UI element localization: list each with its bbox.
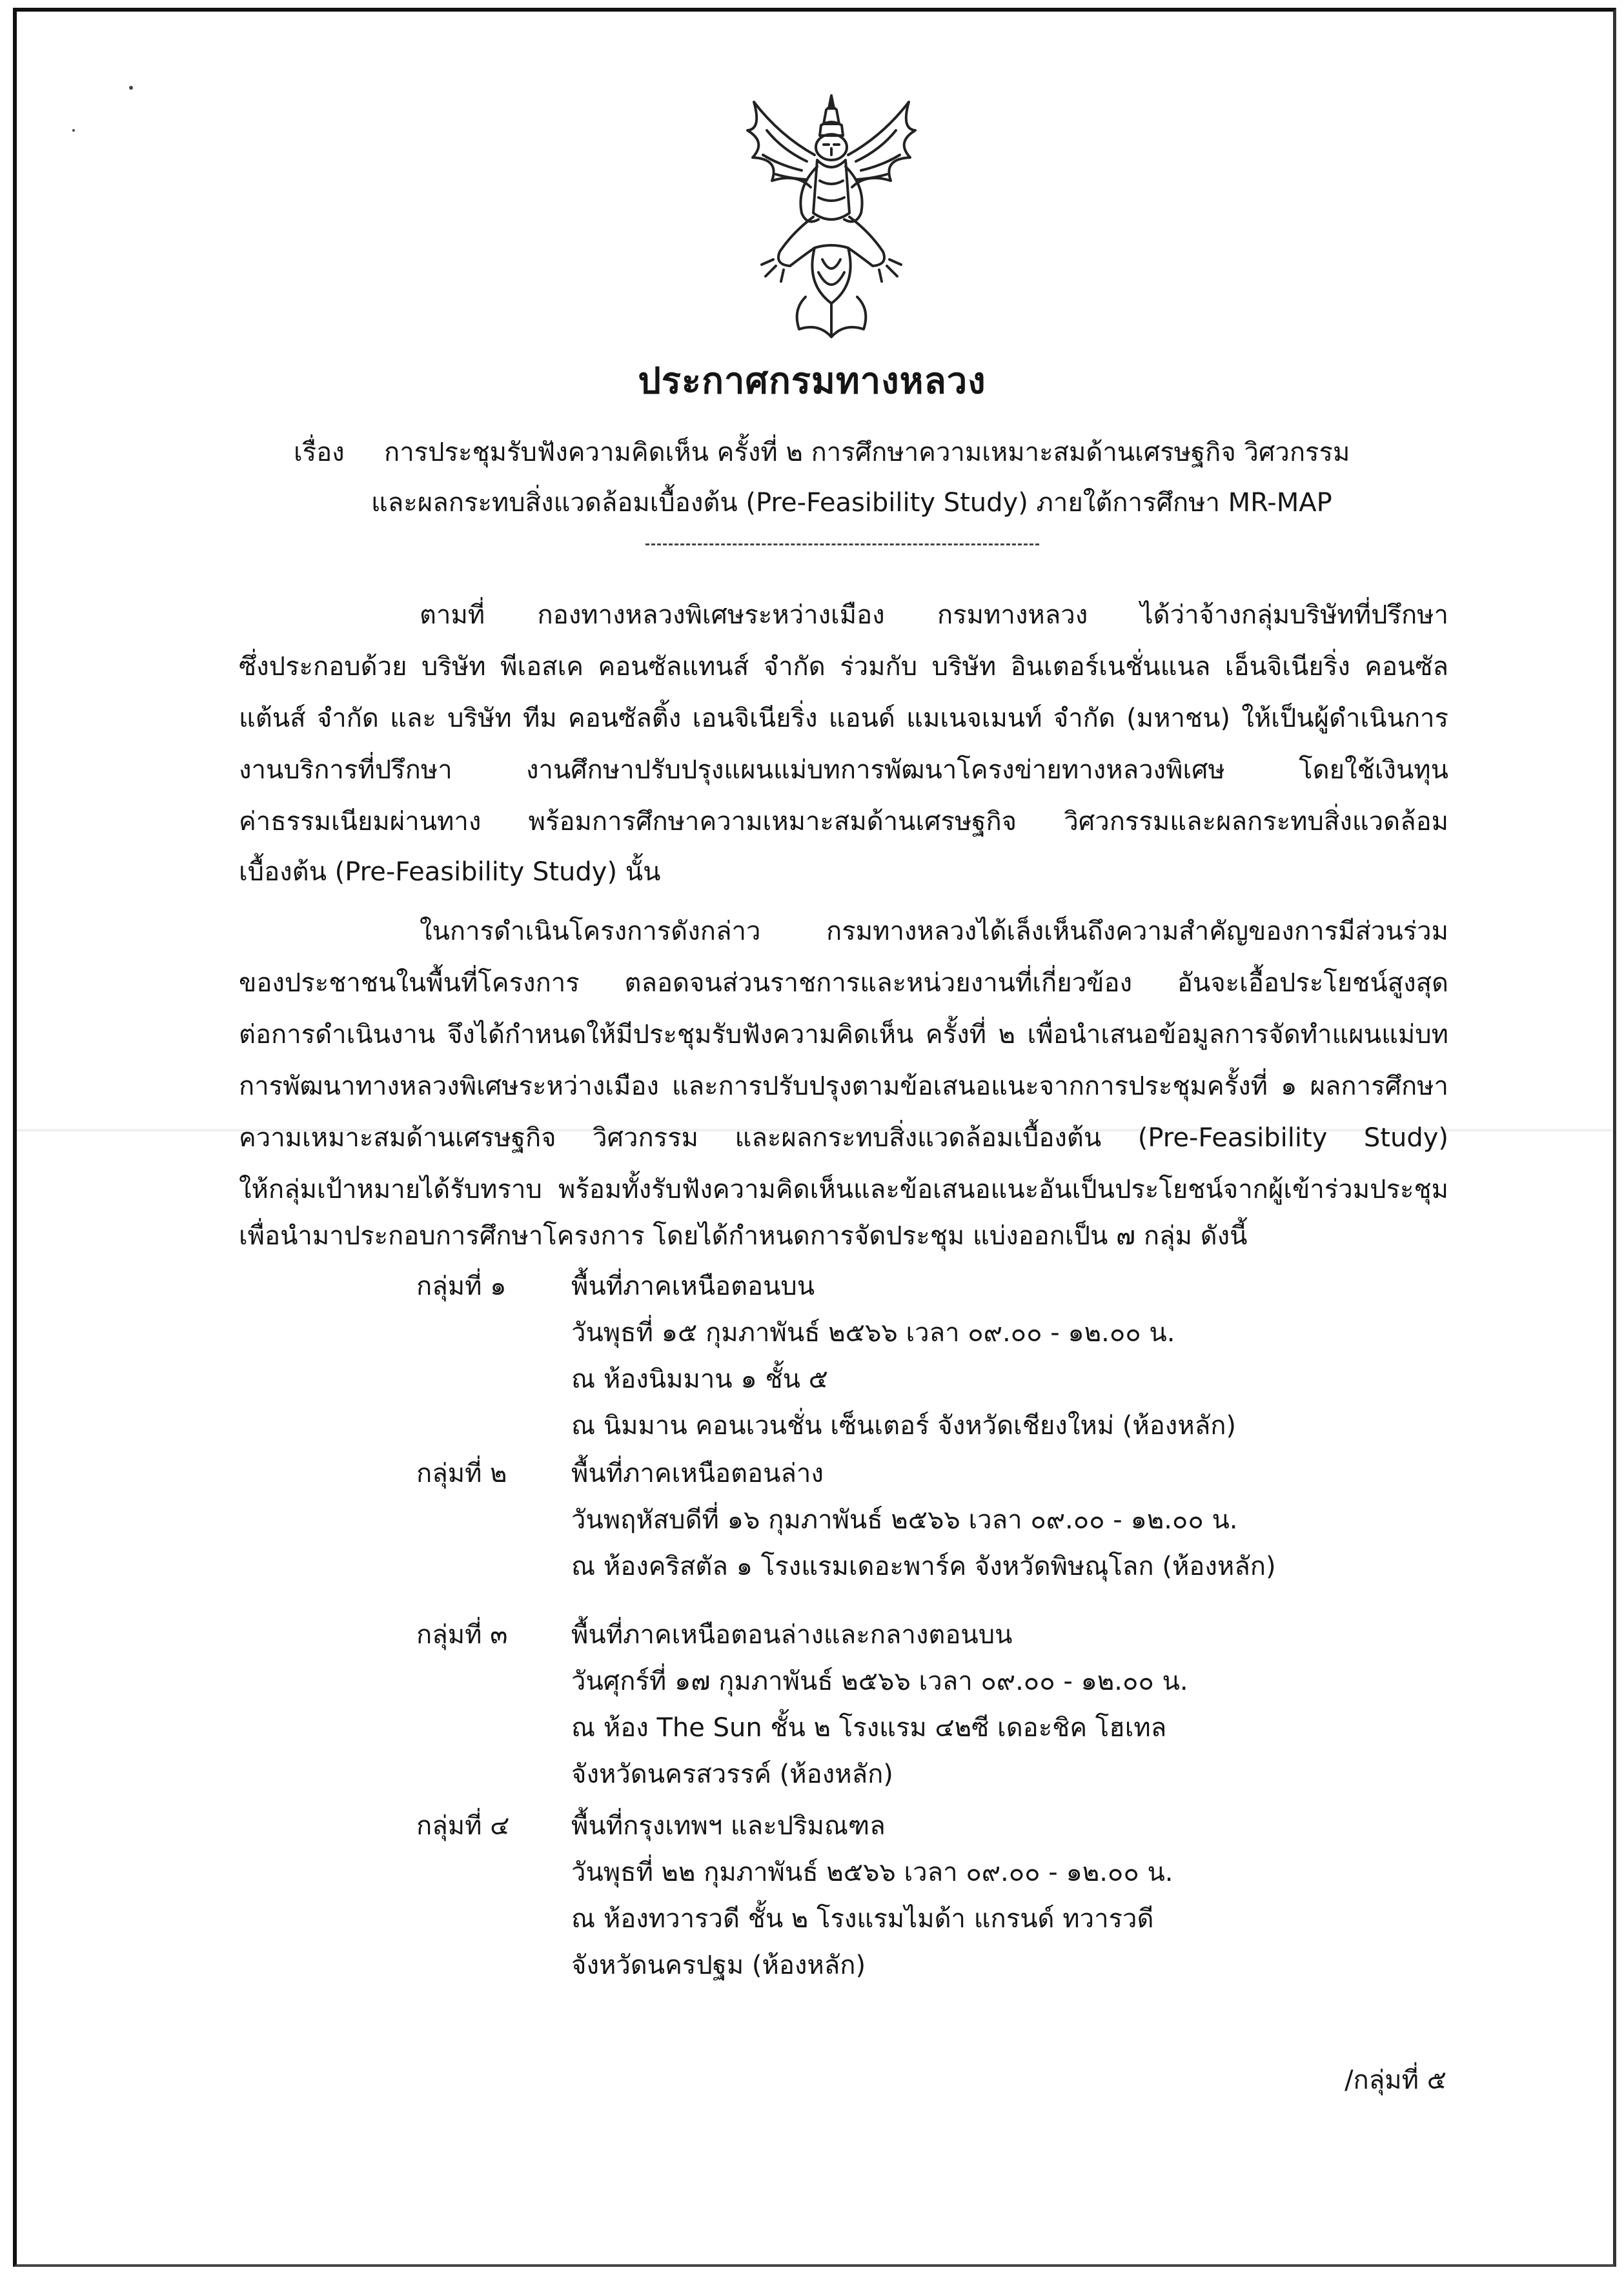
paragraph-2-line: ต่อการดำเนินงาน จึงได้กำหนดให้มีประชุมรับฟังความคิดเห็น ครั้งที่ ๒ เพื่อนำเสนอข้อมูลการจัดทำแผนแม่บท [239, 1020, 1448, 1050]
group-2-label: กลุ่มที่ ๒ [416, 1459, 507, 1488]
group-1-label: กลุ่มที่ ๑ [416, 1272, 507, 1301]
group-3-label: กลุ่มที่ ๓ [416, 1620, 508, 1650]
paragraph-1-line: แต้นส์ จำกัด และ บริษัท ทีม คอนซัลติ้ง เอนจิเนียริ่ง แอนด์ แมเนจเมนท์ จำกัด (มหาชน) ให้เป็นผู้ดำเนินการ [239, 704, 1448, 733]
paragraph-1-line: ตามที่ กองทางหลวงพิเศษระหว่างเมือง กรมทางหลวง ได้ว่าจ้างกลุ่มบริษัทที่ปรึกษา [420, 600, 1448, 630]
group-1-date: วันพุธที่ ๑๕ กุมภาพันธ์ ๒๕๖๖ เวลา ๐๙.๐๐ - ๑๒.๐๐ น. [571, 1318, 1175, 1348]
group-4-venue: จังหวัดนครปฐม (ห้องหลัก) [571, 1951, 866, 1980]
group-4-date: วันพุธที่ ๒๒ กุมภาพันธ์ ๒๕๖๖ เวลา ๐๙.๐๐ - ๑๒.๐๐ น. [571, 1858, 1173, 1887]
group-3-area: พื้นที่ภาคเหนือตอนล่างและกลางตอนบน [571, 1620, 1013, 1650]
dashed-divider [645, 543, 1039, 545]
subject-line: และผลกระทบสิ่งแวดล้อมเบื้องต้น (Pre-Feasibility Study) ภายใต้การศึกษา MR-MAP [371, 488, 1332, 518]
group-3-room: ณ ห้อง The Sun ชั้น ๒ โรงแรม ๔๒ซี เดอะชิค โฮเทล [571, 1713, 1167, 1743]
group-1-area: พื้นที่ภาคเหนือตอนบน [571, 1272, 815, 1301]
group-2-venue: ณ ห้องคริสตัล ๑ โรงแรมเดอะพาร์ค จังหวัดพิษณุโลก (ห้องหลัก) [571, 1552, 1276, 1581]
subject-line: การประชุมรับฟังความคิดเห็น ครั้งที่ ๒ การศึกษาความเหมาะสมด้านเศรษฐกิจ วิศวกรรม [384, 438, 1350, 467]
paragraph-2-line: ของประชาชนในพื้นที่โครงการ ตลอดจนส่วนราชการและหน่วยงานที่เกี่ยวข้อง อันจะเอื้อประโยชน์สูงสุด [239, 968, 1448, 998]
group-3-venue: จังหวัดนครสวรรค์ (ห้องหลัก) [571, 1760, 893, 1789]
document-title: ประกาศกรมทางหลวง [638, 360, 986, 402]
garuda-emblem-icon [735, 90, 928, 345]
group-4-label: กลุ่มที่ ๔ [416, 1811, 510, 1841]
group-4-room: ณ ห้องทวารวดี ชั้น ๒ โรงแรมไมด้า แกรนด์ ทวารวดี [571, 1904, 1154, 1934]
paragraph-2-line: ในการดำเนินโครงการดังกล่าว กรมทางหลวงได้เล็งเห็นถึงความสำคัญของการมีส่วนร่วม [420, 917, 1448, 946]
group-1-room: ณ ห้องนิมมาน ๑ ชั้น ๕ [571, 1364, 828, 1394]
paragraph-1-line: ซึ่งประกอบด้วย บริษัท พีเอสเค คอนซัลแทนส์ จำกัด ร่วมกับ บริษัท อินเตอร์เนชั่นแนล เอ็นจิเนียริ่ง คอนซัล [239, 652, 1448, 682]
paragraph-1-line: งานบริการที่ปรึกษา งานศึกษาปรับปรุงแผนแม่บทการพัฒนาโครงข่ายทางหลวงพิเศษ โดยใช้เงินทุน [239, 755, 1448, 785]
group-3-date: วันศุกร์ที่ ๑๗ กุมภาพันธ์ ๒๕๖๖ เวลา ๐๙.๐๐ - ๑๒.๐๐ น. [571, 1667, 1188, 1696]
paragraph-2-line: ความเหมาะสมด้านเศรษฐกิจ วิศวกรรม และผลกระทบสิ่งแวดล้อมเบื้องต้น (Pre-Feasibility Study) [239, 1123, 1448, 1153]
scan-speck [72, 129, 75, 132]
paragraph-1-line: ค่าธรรมเนียมผ่านทาง พร้อมการศึกษาความเหมาะสมด้านเศรษฐกิจ วิศวกรรมและผลกระทบสิ่งแวดล้อม [239, 807, 1448, 837]
scan-speck [129, 86, 133, 90]
paragraph-2-line: ให้กลุ่มเป้าหมายได้รับทราบ พร้อมทั้งรับฟังความคิดเห็นและข้อเสนอแนะอันเป็นประโยชน์จากผู้เข้าร่วมประชุม [239, 1175, 1448, 1204]
group-4-area: พื้นที่กรุงเทพฯ และปริมณฑล [571, 1811, 886, 1841]
paragraph-2-line: การพัฒนาทางหลวงพิเศษระหว่างเมือง และการปรับปรุงตามข้อเสนอแนะจากการประชุมครั้งที่ ๑ ผลการศึกษา [239, 1071, 1448, 1101]
continued-next-page: /กลุ่มที่ ๕ [1345, 2065, 1446, 2095]
subject-label: เรื่อง [294, 438, 345, 467]
group-2-area: พื้นที่ภาคเหนือตอนล่าง [571, 1459, 824, 1488]
group-2-date: วันพฤหัสบดีที่ ๑๖ กุมภาพันธ์ ๒๕๖๖ เวลา ๐๙.๐๐ - ๑๒.๐๐ น. [571, 1505, 1238, 1535]
paragraph-2-line: เพื่อนำมาประกอบการศึกษาโครงการ โดยได้กำหนดการจัดประชุม แบ่งออกเป็น ๗ กลุ่ม ดังนี้ [239, 1221, 1248, 1251]
group-1-venue: ณ นิมมาน คอนเวนชั่น เซ็นเตอร์ จังหวัดเชียงใหม่ (ห้องหลัก) [571, 1411, 1237, 1441]
paragraph-1-line: เบื้องต้น (Pre-Feasibility Study) นั้น [239, 857, 661, 887]
